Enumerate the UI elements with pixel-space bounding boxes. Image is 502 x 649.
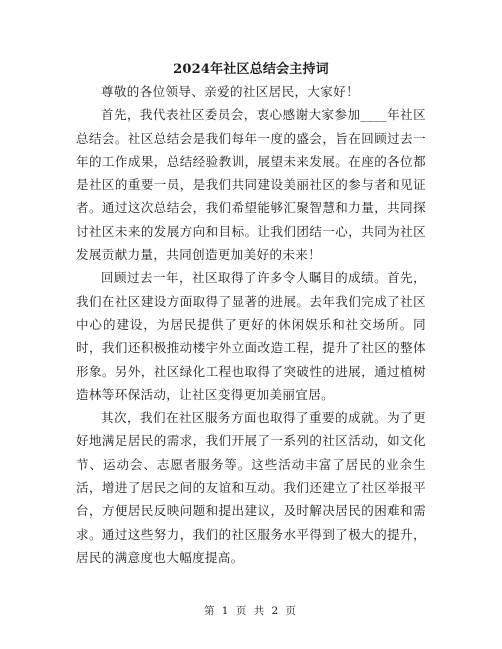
document-title: 2024年社区总结会主持词 xyxy=(173,62,329,77)
paragraph-services: 其次，我们在社区服务方面也取得了重要的成就。为了更好地满足居民的需求，我们开展了一系列的社区活动，如文化节、运动会、志愿者服务等。这些活动丰富了居民的业余生活，增进了居民之间的友谊和互动。我们还建立了社区举报平台，方便居民反映问题和提出建议，及时解决居民的困难和需求。通过这些努力，我们的社区服务水平得到了极大的提升，居民的满意度也大幅度提高。 xyxy=(76,410,426,565)
paragraph-achievements: 回顾过去一年，社区取得了许多令人瞩目的成绩。首先，我们在社区建设方面取得了显著的进展。去年我们完成了社区中心的建设，为居民提供了更好的休闲娱乐和社交场所。同时，我们还积极推动楼宇外立面改造工程，提升了社区的整体形象。另外，社区绿化工程也取得了突破性的进展，通过植树造林等环保活动，让社区变得更加美丽宜居。 xyxy=(76,270,426,402)
paragraph-greeting: 尊敬的各位领导、亲爱的社区居民，大家好！ xyxy=(101,84,360,99)
document-body xyxy=(76,80,426,569)
paragraph-opening: 首先，我代表社区委员会，衷心感谢大家参加____年社区总结会。社区总结会是我们每年一度的盛会，旨在回顾过去一年的工作成果，总结经验教训，展望未来发展。在座的各位都是社区的重要一员，是我们共同建设美丽社区的参与者和见证者。通过这次总结会，我们希望能够汇聚智慧和力量，共同探讨社区未来的发展方向和目标。让我们团结一心，共同为社区发展贡献力量，共同创造更加美好的未来！ xyxy=(76,107,426,263)
page-number-footer: 第 1 页 共 2 页 xyxy=(203,605,299,617)
